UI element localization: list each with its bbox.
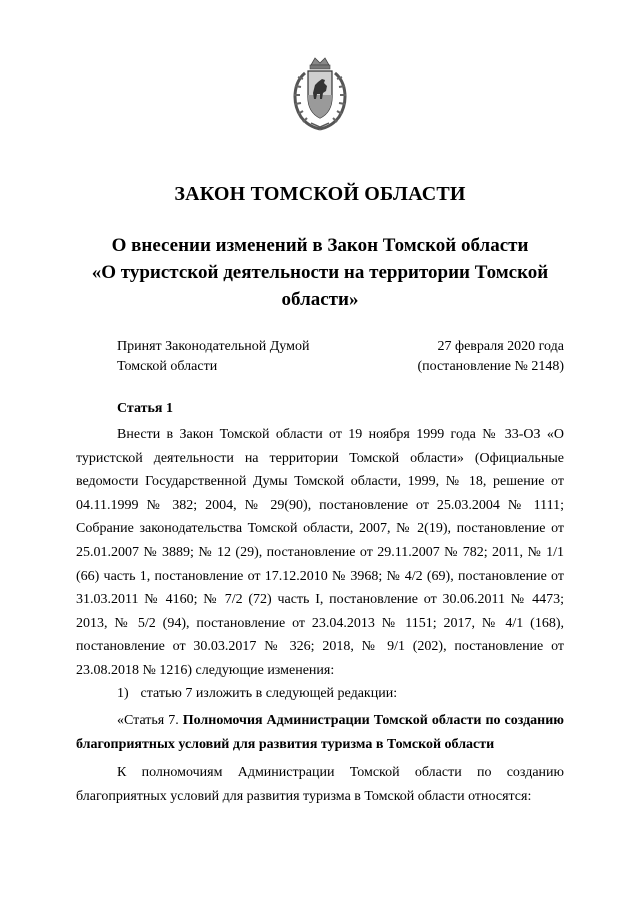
- article-paragraph: [76, 423, 564, 683]
- quoted-article-prefix: «Статья 7.: [117, 713, 179, 728]
- resolution-number: (постановление № 2148): [417, 359, 564, 374]
- article-heading: Статья 1: [117, 401, 173, 416]
- adopted-by-line: Томской области: [117, 359, 218, 374]
- law-subtitle: [80, 232, 560, 313]
- adoption-date: [417, 337, 564, 377]
- adopted-by: [117, 337, 309, 377]
- adoption-date-line: 27 февраля 2020 года: [437, 339, 564, 354]
- law-subtitle-line: «О туристской деятельности на территории Томской: [91, 262, 549, 283]
- law-subtitle-line: области»: [281, 289, 359, 310]
- list-item-number: 1): [117, 686, 129, 701]
- adopted-by-line: Принят Законодательной Думой: [117, 339, 310, 354]
- list-item-text: статью 7 изложить в следующей редакции:: [140, 686, 398, 701]
- law-title: ЗАКОН ТОМСКОЙ ОБЛАСТИ: [174, 183, 466, 205]
- article-paragraph-text: К полномочиям Администрации Томской области по созданию благоприятных условий для развития туризма в Томской области относятся:: [76, 765, 564, 804]
- law-subtitle-line: О внесении изменений в Закон Томской области: [111, 235, 529, 256]
- quoted-article-heading: [76, 709, 564, 756]
- quoted-article-title: Полномочия Администрации Томской области по созданию благоприятных условий для развития туризма в Томской области: [76, 713, 564, 752]
- article-paragraph-text: Внести в Закон Томской области от 19 ноября 1999 года № 33-ОЗ «О туристской деятельности на территории Томской области» (Официальные ведомости Государственной Думы Томской области, 1999, № 18, решение от 04.11.1999 № 382; 2004, № 29(90), постановление от 25.03.2004 № 1111; Собрание законодательства Томской области, 2007, № 2(19), постановление от 25.01.2007 № 3889; № 12 (29), постановление от 29.11.2007 № 782; 2011, № 1/1 (66) часть 1, постановление от 17.12.2010 № 3968; № 4/2 (69), постановление от 31.03.2011 № 4160; № 7/2 (72) часть I, постановление от 30.06.2011 № 4473; 2013, № 5/2 (94), постановление от 23.04.2013 № 1151; 2017, № 4/1 (168), постановление от 30.03.2017 № 326; 2018, № 9/1 (202), постановление от 23.08.2018 № 1216) следующие изменения:: [76, 427, 564, 678]
- tomsk-coat-of-arms-icon: [289, 55, 351, 133]
- list-item: [117, 686, 397, 702]
- article-paragraph: [76, 761, 564, 808]
